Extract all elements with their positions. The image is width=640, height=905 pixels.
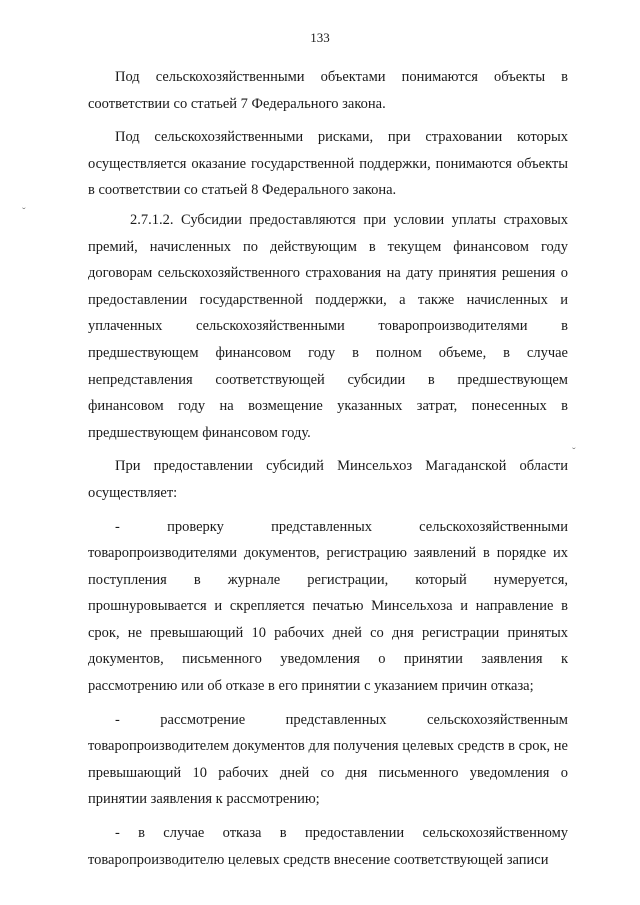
paragraph-agricultural-risks: Под сельскохозяйственными рисками, при страховании которых осуществляется оказание государственной поддержки, понимаются объекты в соответствии со статьей 8 Федерального закона. — [88, 129, 568, 199]
list-item-refusal: - в случае отказа в предоставлении сельскохозяйственному товаропроизводителю целевых средств внесение соответствующей записи — [88, 825, 568, 868]
paragraph-section-2-7-1-2: 2.7.1.2. Субсидии предоставляются при условии уплаты страховых премий, начисленных по действующим в текущем финансовом году договорам сельскохозяйственного страхования на дату принятия решения о предоставлении государственной поддержки, а также начисленных и уплаченных сельскохозяйственными товаропроизводителями в предшествующем финансовом году в полном объеме, в случае непредставления соответствующей субсидии в предшествующем финансовом году на возмещение указанных затрат, понесенных в предшествующем финансовом году. — [88, 211, 568, 441]
page-number: 133 — [310, 30, 330, 45]
list-item-review: - рассмотрение представленных сельскохозяйственным товаропроизводителем документов для получения целевых средств в срок, не превышающий 10 рабочих дней со дня письменного уведомления о принятии заявления к рассмотрению; — [88, 711, 568, 808]
paragraph-agricultural-objects: Под сельскохозяйственными объектами понимаются объекты в соответствии со статьей 7 Федерального закона. — [88, 69, 568, 112]
scan-artifact-mark: ˇ — [22, 206, 26, 218]
list-item-document-check: - проверку представленных сельскохозяйственными товаропроизводителями документов, регистрацию заявлений в порядке их поступления в журнале регистрации, который нумеруется, прошнуровывается и скрепляется печатью Минсельхоза и направление в срок, не превышающий 10 рабочих дней со дня регистрации принятых документов, письменного уведомления о принятии заявления к рассмотрению или об отказе в его принятии с указанием причин отказа; — [88, 518, 568, 695]
paragraph-ministry-duties: При предоставлении субсидий Минсельхоз Магаданской области осуществляет: — [88, 458, 568, 501]
document-body — [88, 64, 568, 873]
scan-artifact-mark: ˇ — [572, 446, 576, 458]
